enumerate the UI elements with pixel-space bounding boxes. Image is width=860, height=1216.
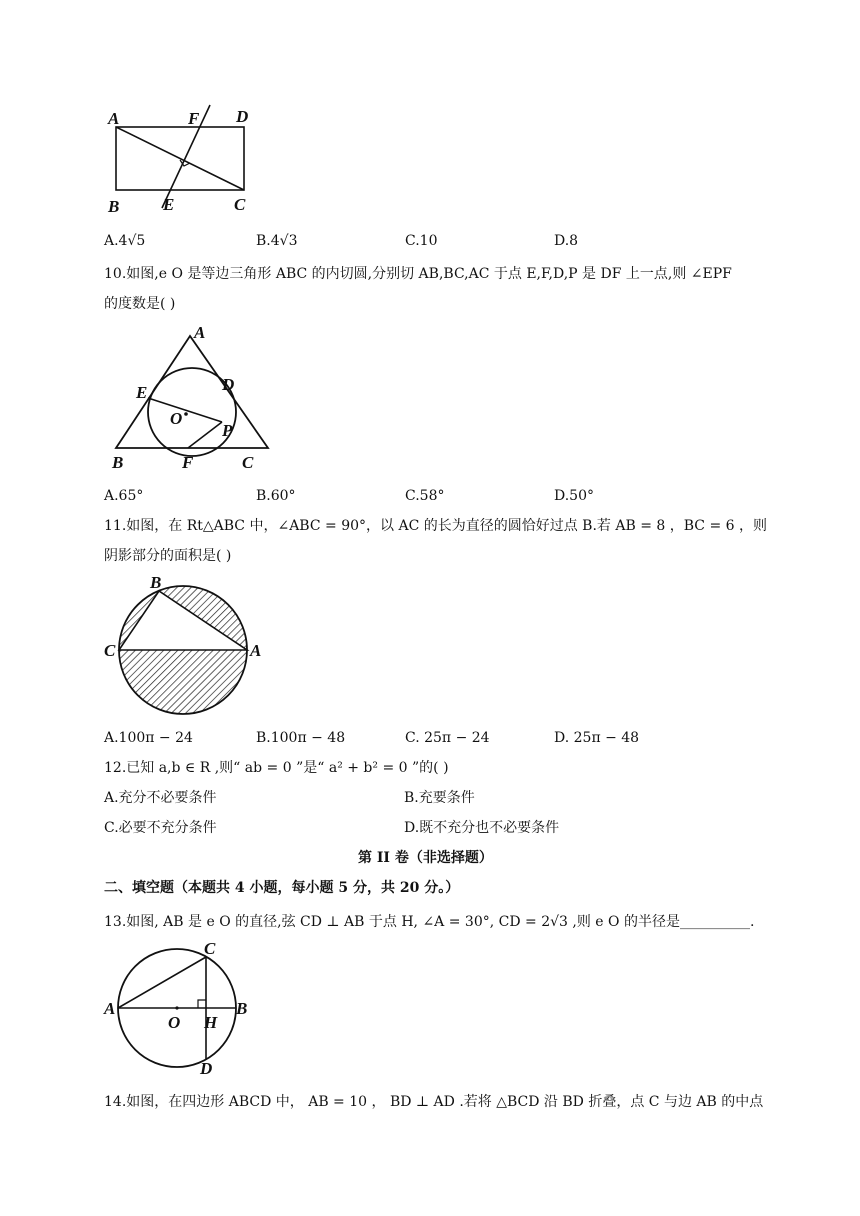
q9-figure <box>100 100 270 220</box>
q9-label-d: D <box>236 107 249 126</box>
q9-label-b: B <box>108 197 120 216</box>
q10-label-p: P <box>222 421 233 440</box>
q10-label-c: C <box>242 453 254 472</box>
q9-label-f: F <box>188 109 200 128</box>
q9-label-e: E <box>163 195 175 214</box>
q11-label-b: B <box>150 573 162 592</box>
q10-label-f: F <box>182 453 194 472</box>
q10-label-d: D <box>222 375 235 394</box>
q13-label-b: B <box>236 999 248 1018</box>
q12-option-c: C.必要不充分条件 <box>104 820 217 836</box>
q9-option-d: D.8 <box>554 233 579 249</box>
q13-stem: 13.如图, AB 是 e O 的直径,弦 CD ⊥ AB 于点 H, ∠A = 30°, CD = 2√3 ,则 e O 的半径是__________. <box>104 914 755 930</box>
q11-option-a: A.100π − 24 <box>104 730 193 746</box>
section2-title: 二、填空题（本题共 4 小题，每小题 5 分，共 20 分。） <box>104 880 460 896</box>
q10-stem-line1: 10.如图,e O 是等边三角形 ABC 的内切圆,分别切 AB,BC,AC 于点 E,F,D,P 是 DF 上一点,则 ∠EPF <box>104 266 732 282</box>
q13-label-o: O <box>168 1013 181 1032</box>
q11-option-d: D. 25π − 48 <box>554 730 640 746</box>
q10-figure <box>104 320 274 475</box>
q11-stem-line1: 11.如图，在 Rt△ABC 中，∠ABC = 90°，以 AC 的长为直径的圆恰好过点 B.若 AB = 8 ，BC = 6 ，则 <box>104 518 768 534</box>
q11-stem-line2: 阴影部分的面积是( ) <box>104 548 232 564</box>
q12-option-d: D.既不充分也不必要条件 <box>404 820 560 836</box>
q9-option-b: B.4√3 <box>256 233 298 249</box>
q10-option-d: D.50° <box>554 488 594 504</box>
q10-option-b: B.60° <box>256 488 296 504</box>
q9-option-c: C.10 <box>405 233 438 249</box>
q13-label-a: A <box>104 999 116 1018</box>
q10-label-b: B <box>112 453 124 472</box>
q10-option-c: C.58° <box>405 488 445 504</box>
q10-label-e: E <box>136 383 148 402</box>
q9-option-a: A.4√5 <box>104 233 146 249</box>
q9-label-a: A <box>108 109 120 128</box>
q9-label-c: C <box>234 195 246 214</box>
q13-label-h: H <box>204 1013 218 1032</box>
q14-stem: 14.如图，在四边形 ABCD 中， AB = 10 ， BD ⊥ AD .若将 △BCD 沿 BD 折叠，点 C 与边 AB 的中点 <box>104 1094 764 1110</box>
q11-figure <box>100 572 270 722</box>
q10-label-o: O <box>170 409 183 428</box>
q13-label-d: D <box>200 1059 213 1078</box>
q13-label-c: C <box>204 939 216 958</box>
q11-label-a: A <box>250 641 262 660</box>
q13-figure <box>100 936 270 1081</box>
q12-option-a: A.充分不必要条件 <box>104 790 217 806</box>
q10-stem-line2: 的度数是( ) <box>104 296 176 312</box>
part2-title: 第 II 卷（非选择题） <box>358 850 493 866</box>
q12-stem: 12.已知 a,b ∈ R ,则“ ab = 0 ”是“ a² + b² = 0 ”的( ) <box>104 760 449 776</box>
q10-label-a: A <box>194 323 206 342</box>
q11-option-b: B.100π − 48 <box>256 730 346 746</box>
q10-option-a: A.65° <box>104 488 144 504</box>
q11-option-c: C. 25π − 24 <box>405 730 490 746</box>
q11-label-c: C <box>104 641 116 660</box>
q12-option-b: B.充要条件 <box>404 790 475 806</box>
